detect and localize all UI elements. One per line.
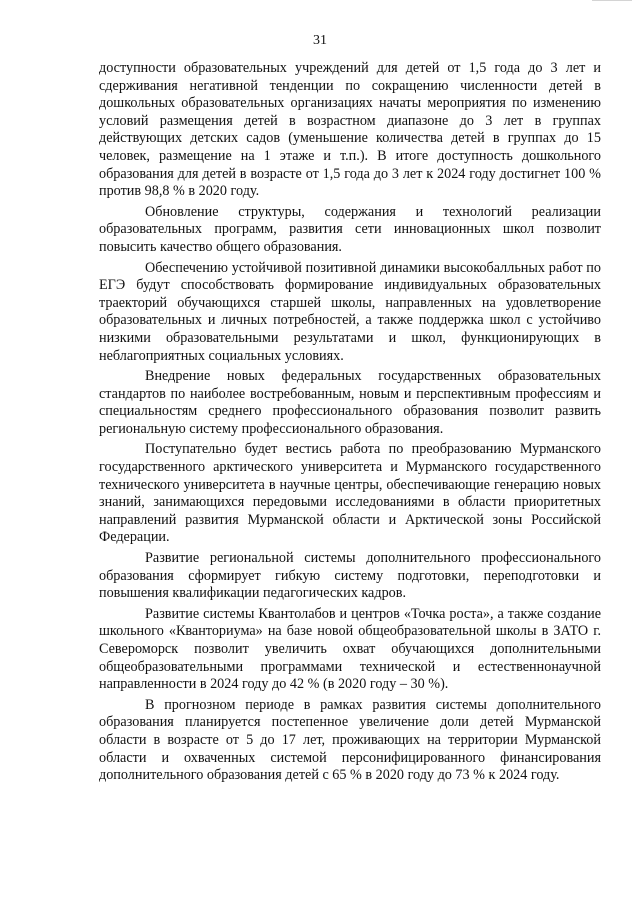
paragraph-ege-results: Обеспечению устойчивой позитивной динамики высокобалльных работ по ЕГЭ будут способствовать формирование индивидуальных образовательных траекторий обучающихся старшей школы, направленных на удовлетворение образовательных и личных потребностей, а также поддержка школ с устойчиво низкими образовательными результатами и школ, функционирующих в неблагоприятных социальных условиях.: [99, 259, 601, 364]
page-number: 31: [313, 33, 327, 48]
body-text: [99, 60, 601, 788]
paragraph-universities: Поступательно будет вестись работа по преобразованию Мурманского государственного арктического университета и Мурманского государственного технического университета в научные центры, обеспечивающие генерацию новых знаний, занимающихся передовыми исследованиями в области приоритетных направлений развития Мурманской области и Арктической зоны Российской Федерации.: [99, 441, 601, 546]
paragraph-professional-development: Развитие региональной системы дополнительного профессионального образования сформирует гибкую систему подготовки, переподготовки и повышения квалификации педагогических кадров.: [99, 550, 601, 602]
paragraph-preschool-availability: доступности образовательных учреждений для детей от 1,5 года до 3 лет и сдерживания негативной тенденции по сокращению численности детей в дошкольных образовательных организациях начаты мероприятия по изменению условий размещения детей в возрастном диапазоне до 3 лет в группах действующих детских садов (уменьшение количества детей в группах до 15 человек, размещение на 1 этаже и т.п.). В итоге доступность дошкольного образования для детей в возрасте от 1,5 года до 3 лет к 2024 году достигнет 100 % против 98,8 % в 2020 году.: [99, 60, 601, 200]
paragraph-additional-education-forecast: В прогнозном периоде в рамках развития системы дополнительного образования планируется постепенное увеличение доли детей Мурманской области в возрасте от 5 до 17 лет, проживающих на территории Мурманской области и охваченных системой персонифицированного финансирования дополнительного образования детей с 65 % в 2020 году до 73 % к 2024 году.: [99, 696, 601, 784]
paragraph-vocational-standards: Внедрение новых федеральных государственных образовательных стандартов по наиболее востребованным, новым и перспективным профессиям и специальностям среднего профессионального образования позволит развить региональную систему профессионального образования.: [99, 368, 601, 437]
scan-corner-mark: [592, 0, 632, 7]
paragraph-general-education-quality: Обновление структуры, содержания и технологий реализации образовательных программ, развития сети инновационных школ позволит повысить качество общего образования.: [99, 203, 601, 255]
paragraph-kvantorium: Развитие системы Квантолабов и центров «Точка роста», а также создание школьного «Кванториума» на базе новой общеобразовательной школы в ЗАТО г. Североморск позволит увеличить охват обучающихся дополнительными общеобразовательными программами технической и естественнонаучной направленности в 2024 году до 42 % (в 2020 году – 30 %).: [99, 605, 601, 693]
